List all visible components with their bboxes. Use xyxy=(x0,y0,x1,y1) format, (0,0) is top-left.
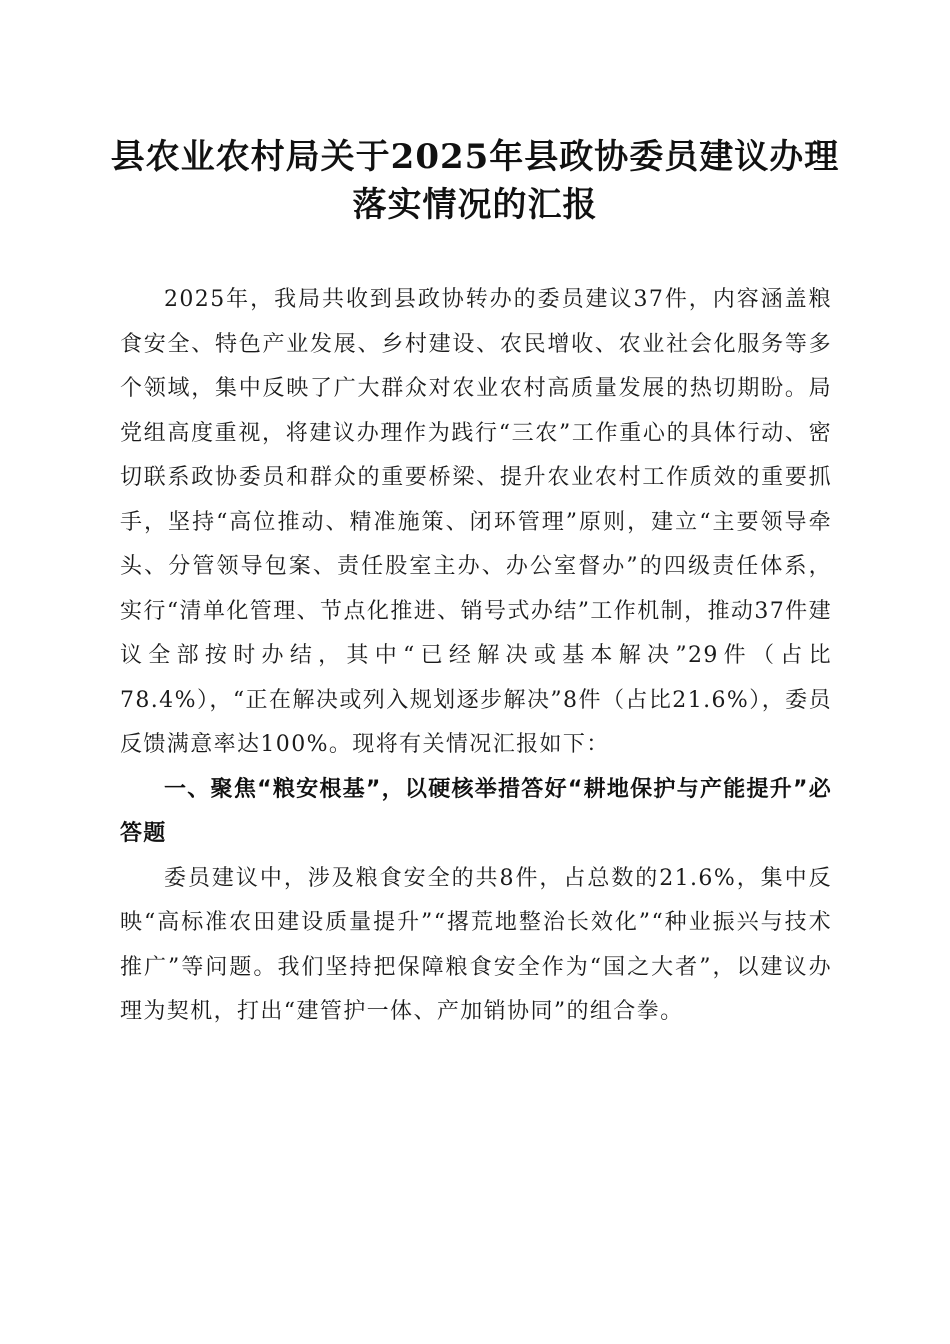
section-1-paragraph: 委员建议中，涉及粮食安全的共8件，占总数的21.6%，集中反映“高标准农田建设质量提升”“撂荒地整治长效化”“种业振兴与技术推广”等问题。我们坚持把保障粮食安全作为“国之大者”，以建议办理为契机，打出“建管护一体、产加销协同”的组合拳。 xyxy=(120,865,832,1024)
document-body xyxy=(120,278,832,1035)
section-1-heading: 一、聚焦“粮安根基”，以硬核举措答好“耕地保护与产能提升”必答题 xyxy=(120,776,832,846)
document-title: 县农业农村局关于2025年县政协委员建议办理落实情况的汇报 xyxy=(110,137,840,225)
intro-paragraph: 2025年，我局共收到县政协转办的委员建议37件，内容涵盖粮食安全、特色产业发展、乡村建设、农民增收、农业社会化服务等多个领域，集中反映了广大群众对农业农村高质量发展的热切期盼。局党组高度重视，将建议办理作为践行“三农”工作重心的具体行动、密切联系政协委员和群众的重要桥梁、提升农业农村工作质效的重要抓手，坚持“高位推动、精准施策、闭环管理”原则，建立“主要领导牵头、分管领导包案、责任股室主办、办公室督办”的四级责任体系，实行“清单化管理、节点化推进、销号式办结”工作机制，推动37件建议全部按时办结，其中“已经解决或基本解决”29件（占比78.4%），“正在解决或列入规划逐步解决”8件（占比21.6%），委员反馈满意率达100%。现将有关情况汇报如下： xyxy=(120,287,832,757)
